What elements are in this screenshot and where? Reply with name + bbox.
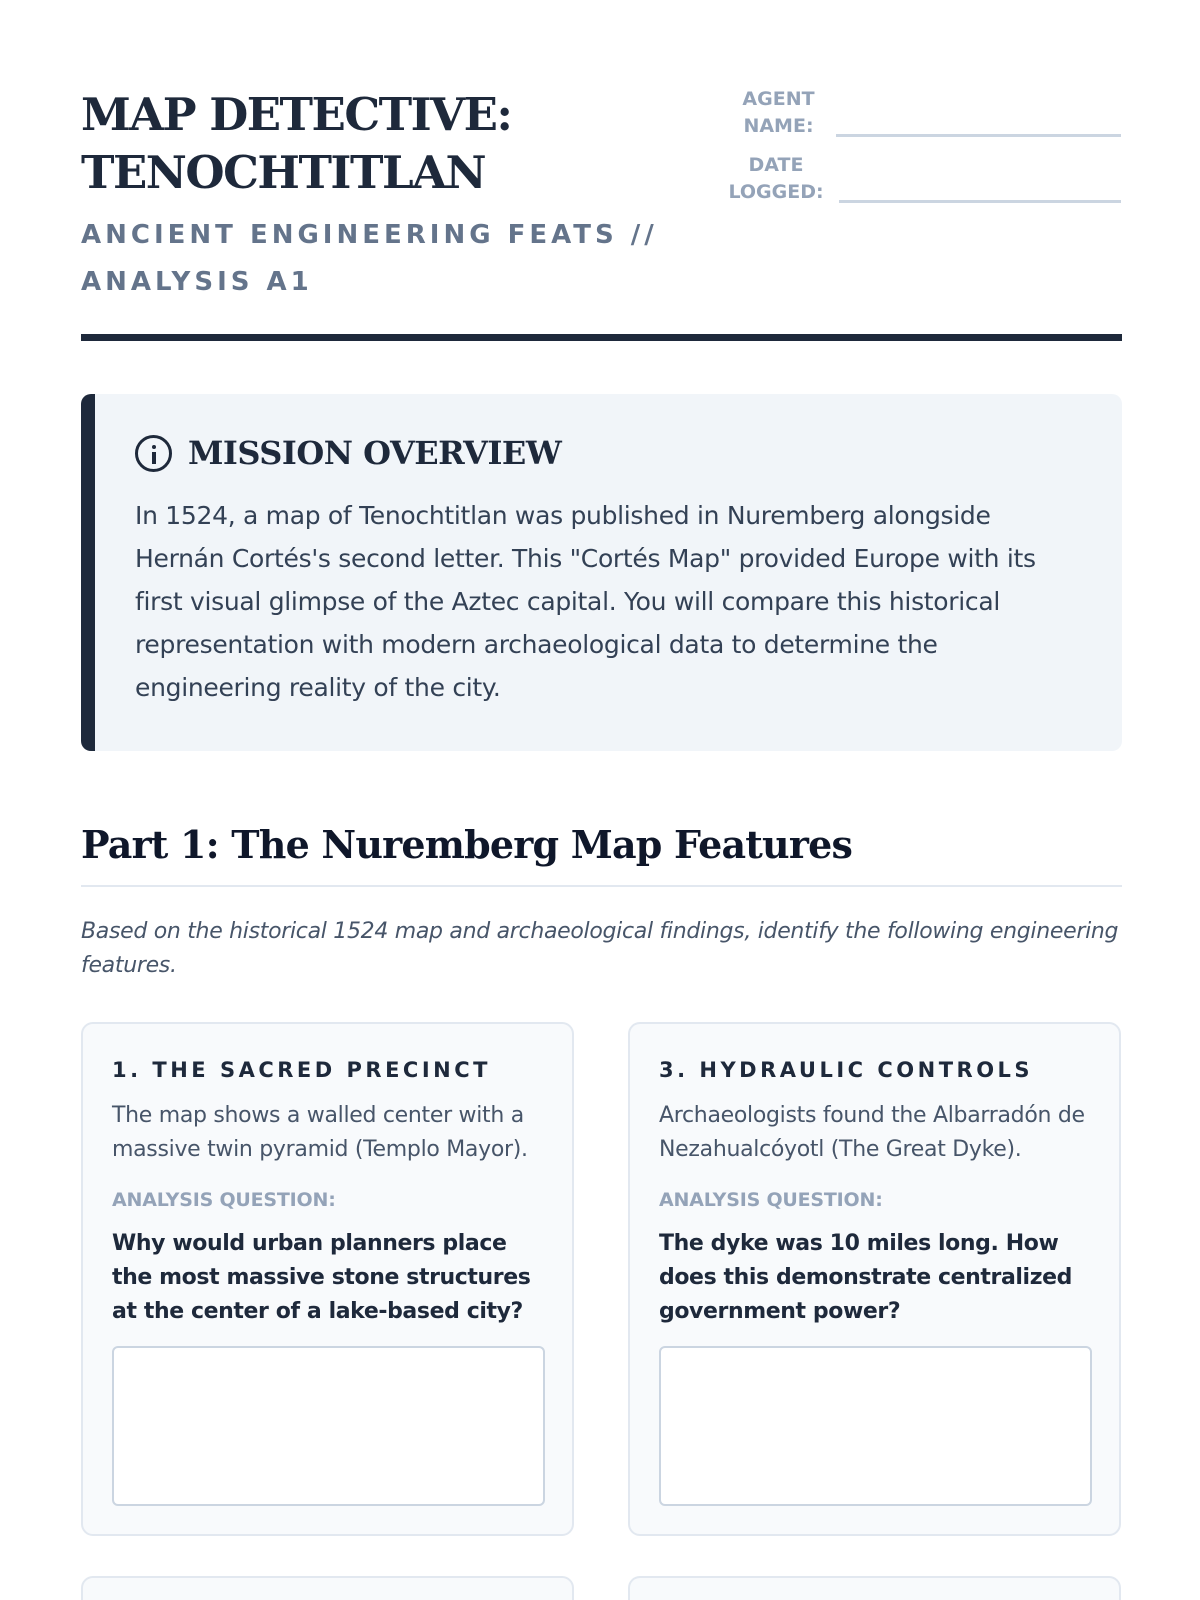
- agent-name-line[interactable]: [836, 134, 1121, 137]
- card-description: Archaeologists found the Albarradón de Nezahualcóyotl (The Great Dyke).: [659, 1103, 1085, 1162]
- question-text: The dyke was 10 miles long. How does this demonstrate centralized government power?: [659, 1231, 1072, 1324]
- answer-input[interactable]: [659, 1346, 1092, 1506]
- info-icon: [135, 435, 172, 472]
- mission-title: MISSION OVERVIEW: [188, 434, 562, 472]
- part1-instructions: Based on the historical 1524 map and archaeological findings, identify the following engineering features.: [81, 919, 1119, 978]
- answer-input[interactable]: [112, 1346, 545, 1506]
- date-logged-label: DATE LOGGED:: [728, 154, 824, 203]
- agent-name-field: [731, 86, 1121, 140]
- question-label: ANALYSIS QUESTION:: [659, 1189, 883, 1211]
- card-title: 3. HYDRAULIC CONTROLS: [659, 1058, 1034, 1082]
- agent-name-label: AGENT NAME:: [742, 88, 815, 137]
- card-title: 1. THE SACRED PRECINCT: [112, 1058, 491, 1082]
- mission-heading: [135, 434, 561, 472]
- feature-card-next-right: [628, 1576, 1121, 1600]
- date-logged-line[interactable]: [839, 200, 1121, 203]
- worksheet-title: MAP DETECTIVE: TENOCHTITLAN: [81, 88, 512, 199]
- part1-divider: [81, 885, 1122, 887]
- mission-text: In 1524, a map of Tenochtitlan was published in Nuremberg alongside Hernán Cortés's second letter. This "Cortés Map" provided Europe with its first visual glimpse of the Aztec capital. You will compare this historical representation with modern archaeological data to determine the engineering reality of the city.: [135, 501, 1036, 702]
- header-divider: [81, 334, 1122, 341]
- feature-card-hydraulic-controls: [628, 1022, 1121, 1536]
- question-label: ANALYSIS QUESTION:: [112, 1189, 336, 1211]
- question-text: Why would urban planners place the most massive stone structures at the center of a lake-based city?: [112, 1231, 531, 1324]
- worksheet-subtitle: ANCIENT ENGINEERING FEATS // ANALYSIS A1: [81, 220, 658, 297]
- date-logged-field: [723, 152, 1121, 206]
- mission-overview-box: [81, 394, 1122, 751]
- feature-card-next-left: [81, 1576, 574, 1600]
- worksheet-header: [81, 86, 1122, 346]
- feature-card-sacred-precinct: [81, 1022, 574, 1536]
- card-description: The map shows a walled center with a massive twin pyramid (Templo Mayor).: [112, 1103, 528, 1162]
- part1-title: Part 1: The Nuremberg Map Features: [81, 822, 853, 867]
